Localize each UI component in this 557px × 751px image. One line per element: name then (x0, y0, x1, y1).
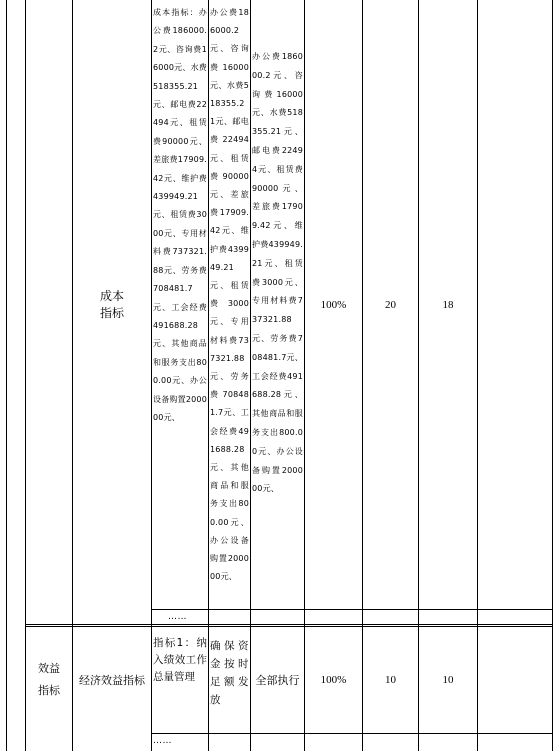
benefit-category (26, 627, 72, 733)
grid-line (151, 609, 552, 610)
cost-score: 18 (442, 298, 454, 311)
benefit-weight: 10 (385, 674, 396, 686)
benefit-category-line2: 指标 (38, 684, 60, 697)
benefit-category-line1: 效益 (38, 662, 60, 675)
grid-line (151, 0, 152, 751)
benefit-subcategory: 经济效益指标 (79, 673, 145, 687)
cost-label-line2: 指标 (99, 305, 124, 320)
grid-line (477, 0, 478, 751)
benefit-completion-rate: 100% (320, 674, 347, 686)
cost-detail-c: 办公费186000.2元、咨询费16000元、水费518355.21元、邮电费22494元、租赁费90000元、差旅费17909.42元、维护费439949.21元、租赁费3000元、专用材料费737321.88元、劳务费708481.7元、工会经费491688.28元、其他商品和服务支出800.00元、办公设备购置200000元、 (252, 52, 303, 494)
cost-continuation: …… (168, 612, 187, 622)
cost-detail-b: 办公费186000.2元、咨询费16000元、水费518355.21元、邮电费22494元、租赁费90000元、差旅费17909.42元、维护费439949.21元、租赁费3000元、专用材料费737321.88元、劳务费708481.7元、工会经费491688.28元、其他商品和服务支出800.00元、办公设备购置200000元、 (210, 8, 249, 582)
benefit-target: 确保资金按时足额发放 (210, 640, 249, 706)
grid-line (25, 624, 552, 625)
benefit-continuation: …… (153, 736, 172, 746)
grid-line (151, 733, 552, 734)
grid-line (208, 0, 209, 751)
cost-detail-a: 成本指标：办公费186000.2元、咨询费16000元、水费518355.21元、邮电费22494元、租赁费90000元、差旅费17909.42元、维护费439949.21元、租赁费3000元、专用材料费737321.88元、劳务费708481.7元、工会经费491688.28元、其他商品和服务支出800.00元、办公设备购置200000元、 (153, 8, 207, 422)
benefit-actual: 全部执行 (255, 673, 300, 687)
grid-line (6, 0, 7, 751)
benefit-score: 10 (442, 674, 454, 686)
grid-line (552, 0, 553, 751)
cost-indicator-label (73, 0, 151, 609)
cost-weight: 20 (385, 298, 396, 311)
cost-label-line1: 成本 (99, 288, 124, 303)
benefit-indicator: 指标1：纳入绩效工作总量管理 (153, 637, 207, 683)
cost-completion-rate: 100% (320, 298, 347, 311)
